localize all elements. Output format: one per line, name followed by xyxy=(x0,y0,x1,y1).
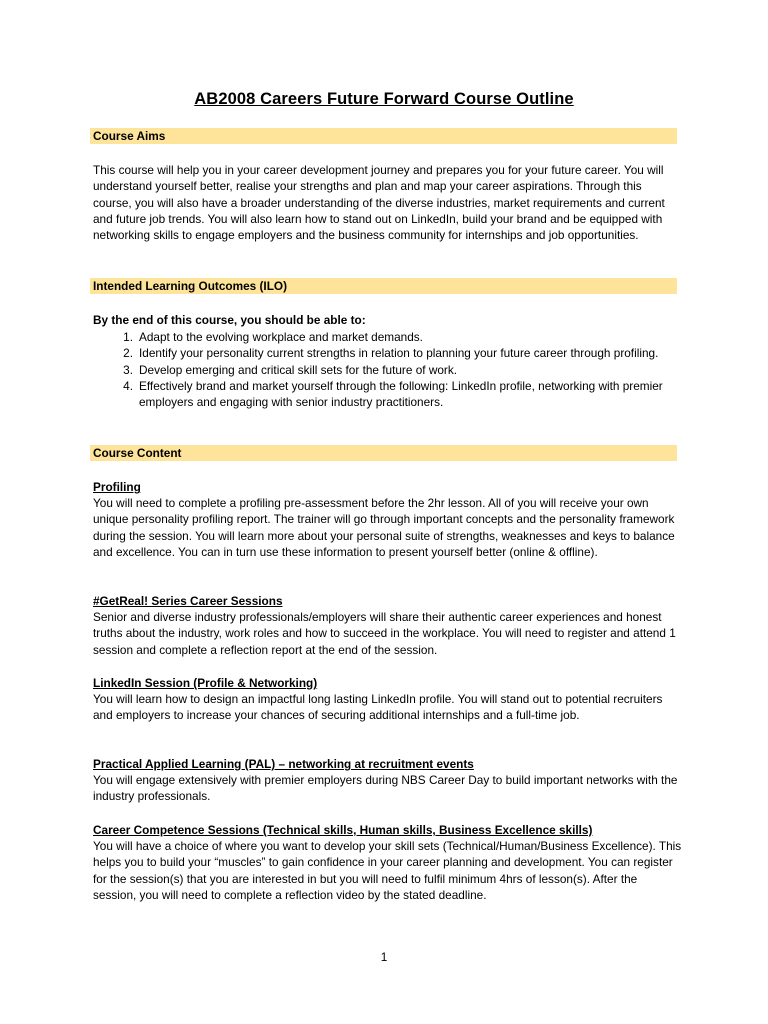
list-item-number: 3. xyxy=(123,362,133,377)
career-competence-body: You will have a choice of where you want to develop your skill sets (Technical/Human/Business Excellence). This helps you to build your “muscles” to gain confidence in your career planning and development. You can register for the session(s) that you are interested in but you will need to fulfil minimum 4hrs of lesson(s). After the session, you will need to complete a reflection video by the stated deadline. xyxy=(93,839,682,902)
list-item xyxy=(93,362,683,378)
pal-heading: Practical Applied Learning (PAL) – networking at recruitment events xyxy=(93,757,474,771)
profiling-heading: Profiling xyxy=(93,480,141,494)
linkedin-heading: LinkedIn Session (Profile & Networking) xyxy=(93,676,318,690)
linkedin-body: You will learn how to design an impactful long lasting LinkedIn profile. You will stand out to potential recruiters and employers to increase your chances of securing additional internships and a full-time job. xyxy=(93,692,663,723)
page-title: AB2008 Careers Future Forward Course Outline xyxy=(194,90,574,108)
list-item-text: Develop emerging and critical skill sets for the future of work. xyxy=(139,362,457,377)
ilo-list xyxy=(93,329,683,410)
list-item-text: Adapt to the evolving workplace and market demands. xyxy=(139,330,423,344)
profiling-body: You will need to complete a profiling pre-assessment before the 2hr lesson. All of you will receive your own unique personality profiling report. The trainer will go through important concepts and the personality framework during the session. You will learn more about your personal suite of strengths, weaknesses and keys to balance and excellence. You can in turn use these information to present yourself better (online & offline). xyxy=(93,496,675,559)
list-item-text: Identify your personality current strengths in relation to planning your future career through profiling. xyxy=(139,346,659,361)
list-item-text: Effectively brand and market yourself through the following: LinkedIn profile, networking with premier employers and engaging with senior industry practitioners. xyxy=(139,378,663,410)
getreal-heading: #GetReal! Series Career Sessions xyxy=(93,594,283,608)
list-item-number: 4. xyxy=(123,378,133,393)
pal-body: You will engage extensively with premier employers during NBS Career Day to build important networks with the industry professionals. xyxy=(93,773,678,804)
getreal-body: Senior and diverse industry professionals/employers will share their authentic career experiences and honest truths about the industry, work roles and how to succeed in the workplace. You will need to register and attend 1 session and complete a reflection report at the end of the session. xyxy=(93,610,676,657)
list-item xyxy=(93,345,683,361)
career-competence-heading: Career Competence Sessions (Technical skills, Human skills, Business Excellence skills) xyxy=(93,823,593,837)
course-content-heading: Course Content xyxy=(90,445,677,461)
ilo-heading: Intended Learning Outcomes (ILO) xyxy=(90,278,677,294)
page-number: 1 xyxy=(380,950,388,964)
course-aims-heading: Course Aims xyxy=(90,128,677,144)
ilo-intro: By the end of this course, you should be able to: xyxy=(93,313,366,327)
list-item xyxy=(93,378,683,411)
list-item-number: 2. xyxy=(123,346,133,361)
course-aims-body: This course will help you in your career development journey and prepares you for your future career. You will understand yourself better, realise your strengths and plan and map your career aspirations. Through this course, you will also have a broader understanding of the diverse industries, market requirements and current and future job trends. You will also learn how to stand out on LinkedIn, build your brand and be equipped with networking skills to engage employers and the business community for internships and job opportunities. xyxy=(93,163,665,243)
list-item-number: 1. xyxy=(123,330,133,344)
list-item xyxy=(93,329,683,345)
